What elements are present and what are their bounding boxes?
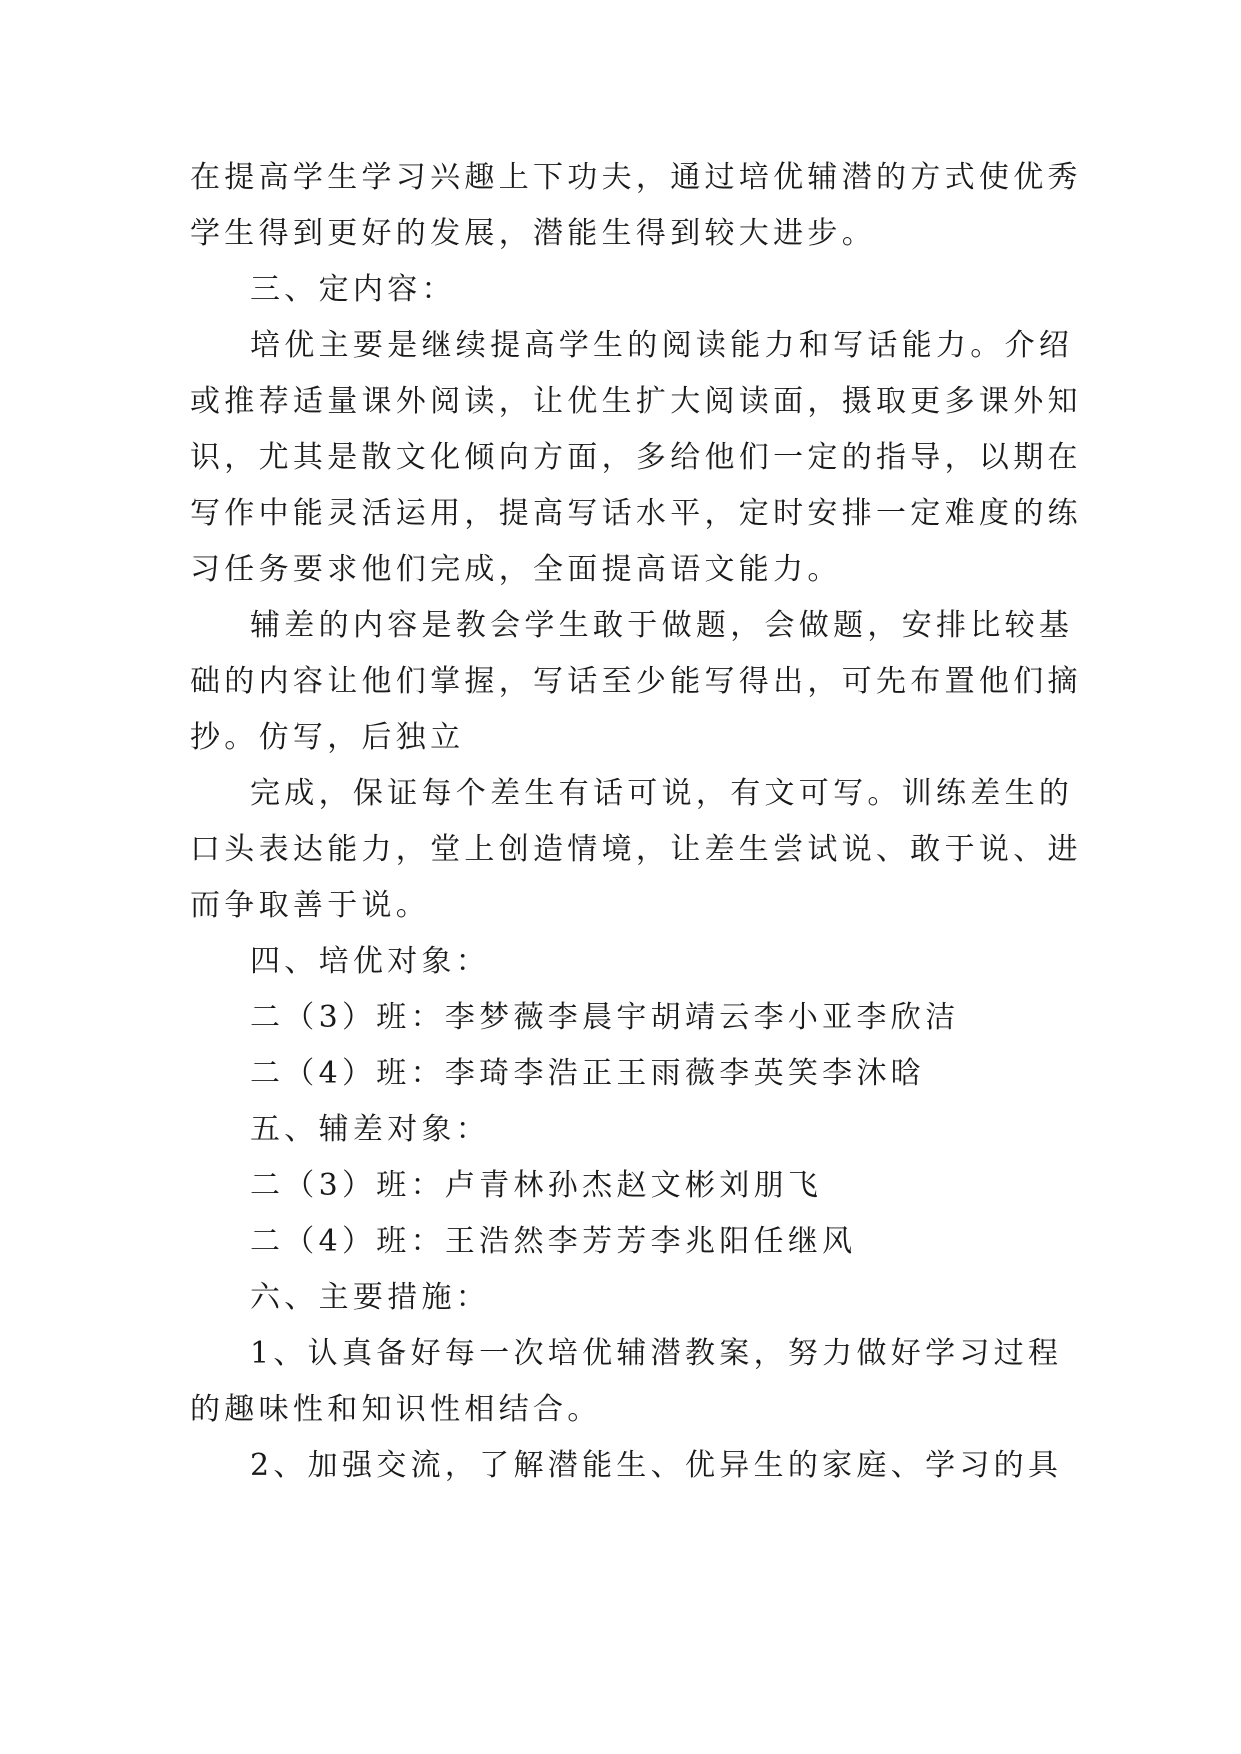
class-list-2-3-top: 二（3）班：李梦薇李晨宇胡靖云李小亚李欣洁 bbox=[250, 1000, 960, 1035]
paragraph-remedial-line-3: 抄。仿写，后独立 bbox=[190, 720, 465, 755]
paragraph-enrichment-line-3: 识，尤其是散文化倾向方面，多给他们一定的指导，以期在 bbox=[190, 440, 1082, 475]
measure-2-line-1: 2、加强交流，了解潜能生、优异生的家庭、学习的具 bbox=[250, 1448, 1063, 1483]
measure-1-line-1: 1、认真备好每一次培优辅潜教案，努力做好学习过程 bbox=[250, 1336, 1063, 1371]
measure-1-line-2: 的趣味性和知识性相结合。 bbox=[190, 1392, 602, 1427]
paragraph-completion-line-3: 而争取善于说。 bbox=[190, 888, 431, 923]
section-heading-top-students: 四、培优对象： bbox=[250, 944, 491, 979]
class-list-2-4-support: 二（4）班：王浩然李芳芳李兆阳任继风 bbox=[250, 1224, 857, 1259]
paragraph-intro-line-1: 在提高学生学习兴趣上下功夫，通过培优辅潜的方式使优秀 bbox=[190, 160, 1082, 195]
class-list-2-4-top: 二（4）班：李琦李浩正王雨薇李英笑李沐晗 bbox=[250, 1056, 926, 1091]
paragraph-completion-line-2: 口头表达能力，堂上创造情境，让差生尝试说、敢于说、进 bbox=[190, 832, 1082, 867]
section-heading-support-students: 五、辅差对象： bbox=[250, 1112, 491, 1147]
paragraph-intro-line-2: 学生得到更好的发展，潜能生得到较大进步。 bbox=[190, 216, 876, 251]
paragraph-enrichment-line-1: 培优主要是继续提高学生的阅读能力和写话能力。介绍 bbox=[250, 328, 1074, 363]
section-heading-content: 三、定内容： bbox=[250, 272, 456, 307]
paragraph-completion-line-1: 完成，保证每个差生有话可说，有文可写。训练差生的 bbox=[250, 776, 1074, 811]
class-list-2-3-support: 二（3）班：卢青林孙杰赵文彬刘朋飞 bbox=[250, 1168, 823, 1203]
paragraph-enrichment-line-5: 习任务要求他们完成，全面提高语文能力。 bbox=[190, 552, 842, 587]
paragraph-enrichment-line-4: 写作中能灵活运用，提高写话水平，定时安排一定难度的练 bbox=[190, 496, 1082, 531]
paragraph-remedial-line-1: 辅差的内容是教会学生敢于做题，会做题，安排比较基 bbox=[250, 608, 1074, 643]
paragraph-remedial-line-2: 础的内容让他们掌握，写话至少能写得出，可先布置他们摘 bbox=[190, 664, 1082, 699]
section-heading-measures: 六、主要措施： bbox=[250, 1280, 491, 1315]
paragraph-enrichment-line-2: 或推荐适量课外阅读，让优生扩大阅读面，摄取更多课外知 bbox=[190, 384, 1082, 419]
